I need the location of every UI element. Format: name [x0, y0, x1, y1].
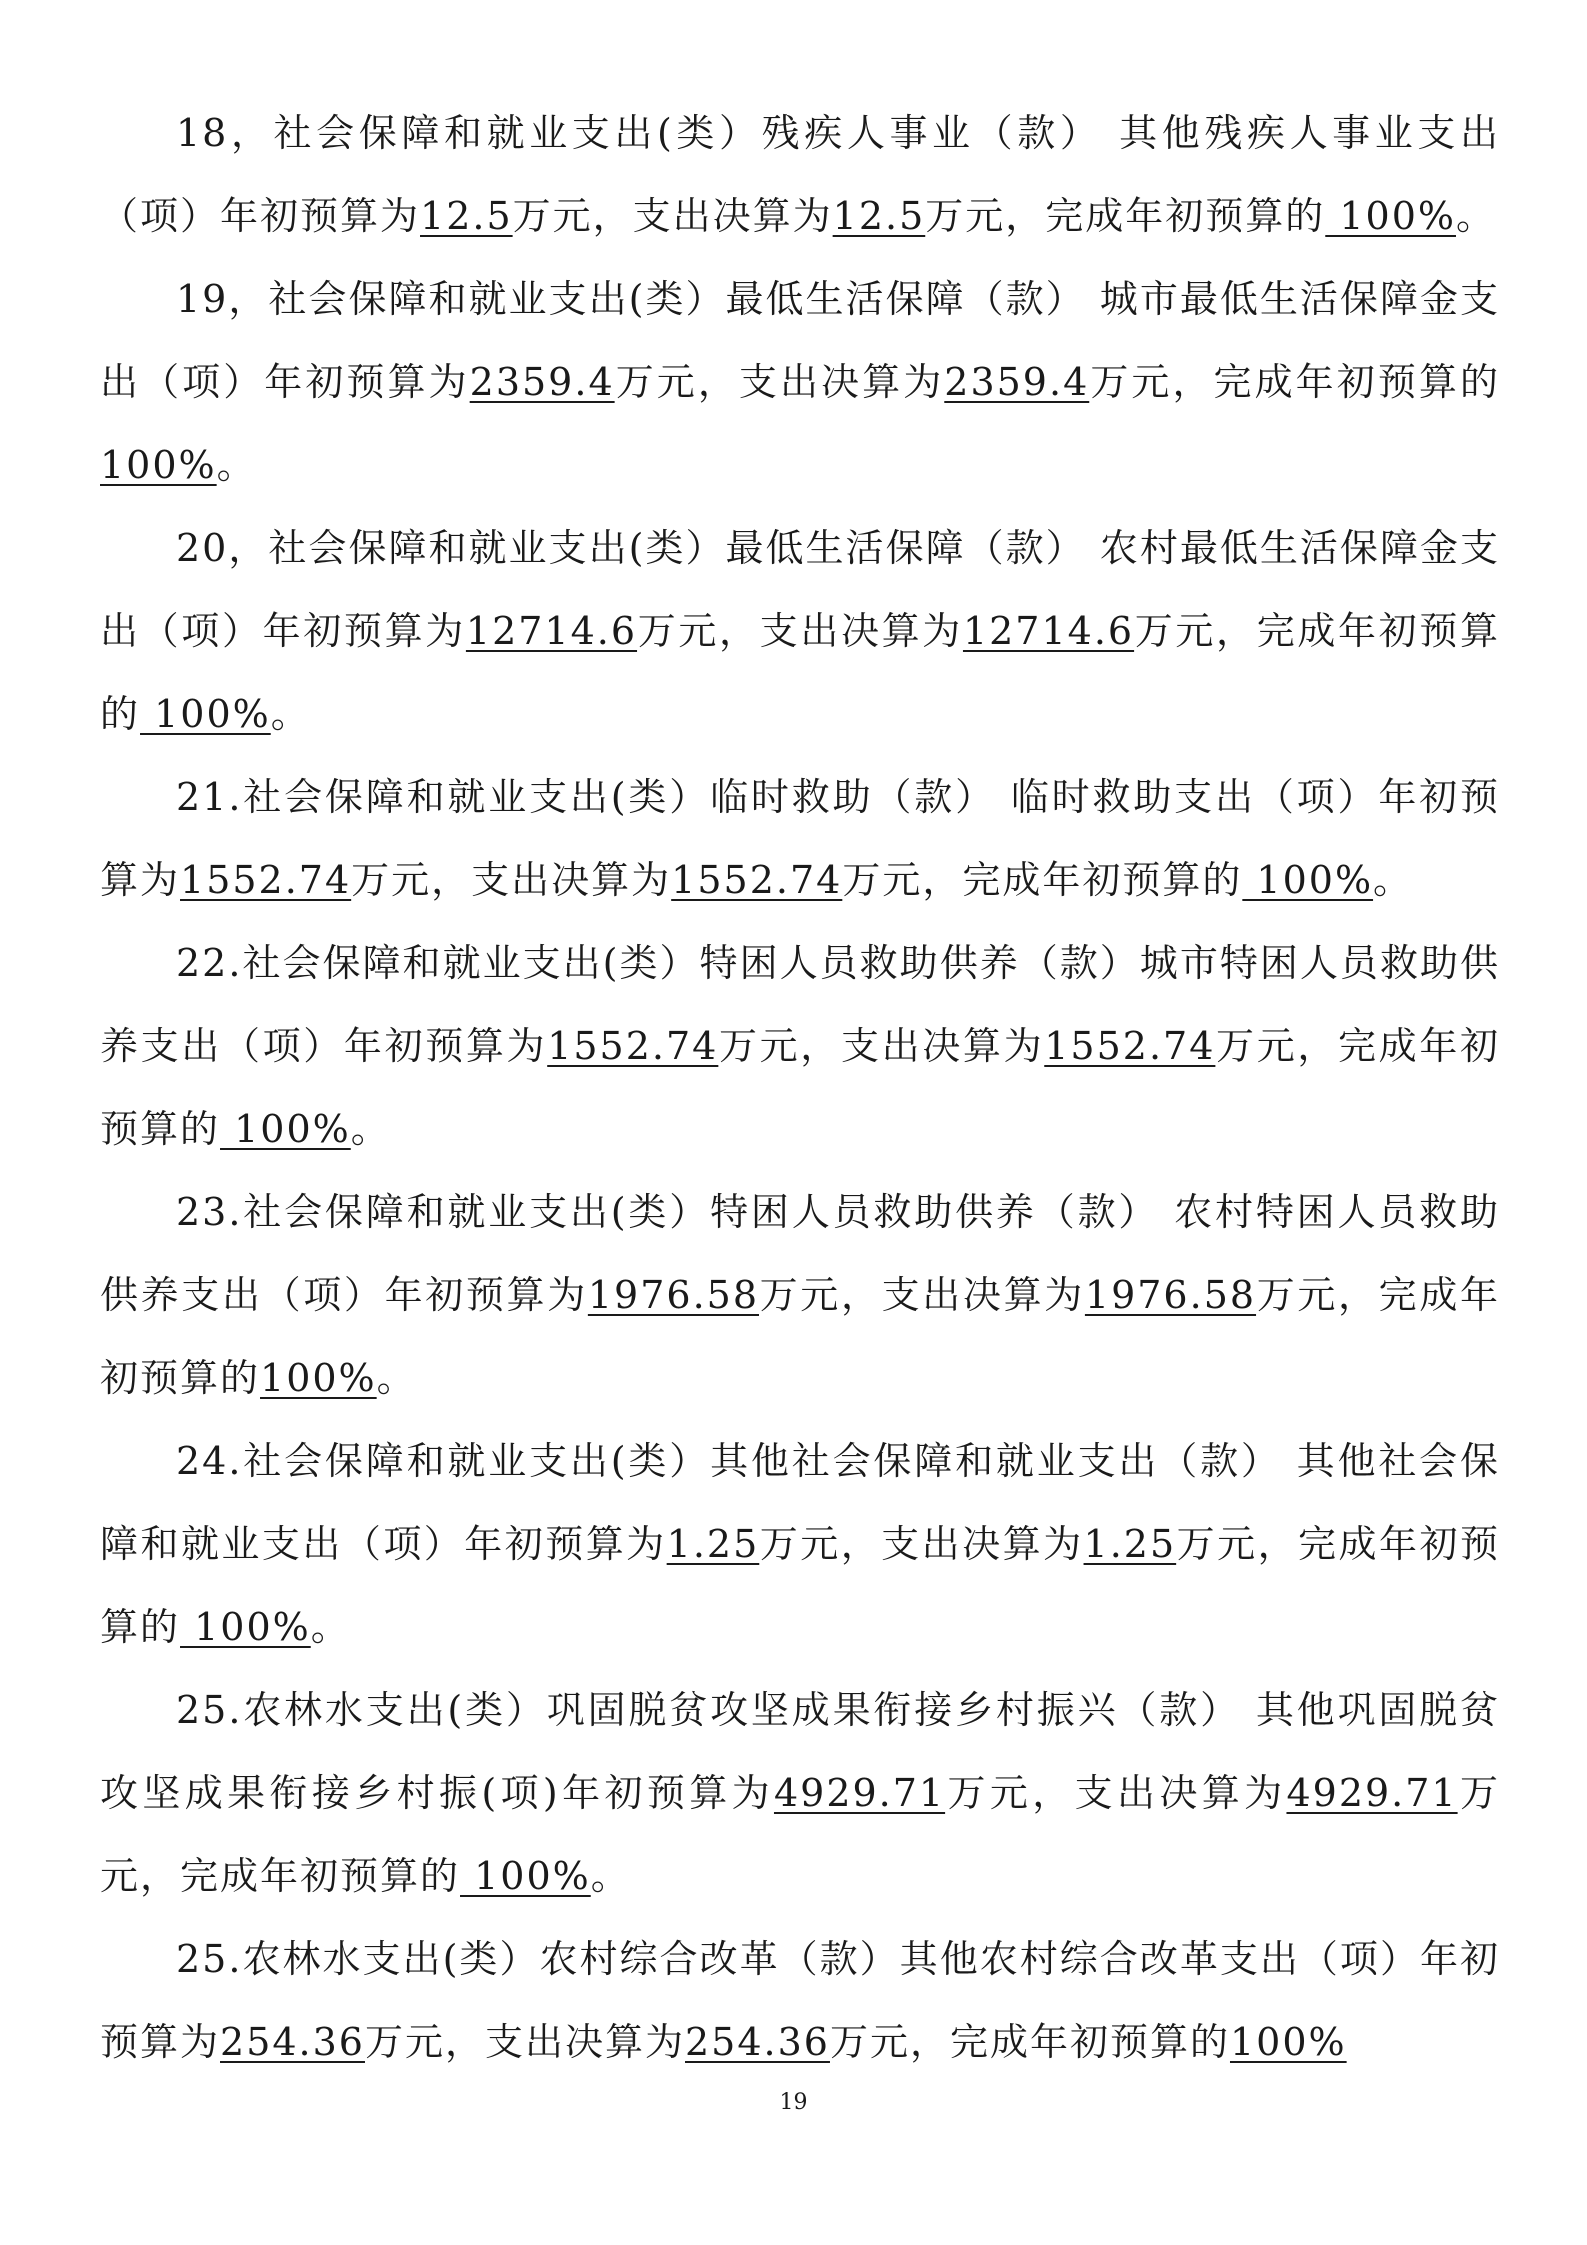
paragraph-text: 万元，支出决算为 — [945, 1771, 1287, 1815]
underlined-amount: 12.5 — [420, 194, 513, 238]
paragraph-text: 。 — [350, 1107, 391, 1151]
paragraph-text: 20，社会保障和就业支出(类）最低生活保障（款） 农村最低生活保障金支出（项）年初预算为 — [100, 526, 1500, 653]
page-number: 19 — [779, 2090, 808, 2115]
paragraph-text: 万元，支出决算为 — [364, 2020, 685, 2064]
document-body — [100, 92, 1500, 2084]
underlined-amount: 1552.74 — [547, 1024, 719, 1068]
paragraph-text: 18，社会保障和就业支出(类）残疾人事业（款） 其他残疾人事业支出（项）年初预算为 — [100, 111, 1500, 238]
paragraph-23 — [100, 1171, 1500, 1420]
underlined-amount: 100% — [1325, 194, 1456, 238]
underlined-amount: 100% — [460, 1854, 591, 1898]
paragraph-text: 万元，支出决算为 — [759, 1273, 1085, 1317]
paragraph-text: 。 — [270, 692, 311, 736]
paragraph-text: 万元，支出决算为 — [351, 858, 672, 902]
underlined-amount: 100% — [220, 1107, 351, 1151]
paragraph-text: 万元，完成年初预算的 — [829, 2020, 1230, 2064]
paragraph-text: 。 — [310, 1605, 351, 1649]
paragraph-text: 万元，支出决算为 — [614, 360, 945, 404]
underlined-amount: 1552.74 — [1044, 1024, 1216, 1068]
underlined-amount: 1552.74 — [671, 858, 843, 902]
underlined-amount: 100% — [180, 1605, 311, 1649]
underlined-amount: 100% — [1229, 2020, 1347, 2064]
paragraph-text: 万元，完成年初预算的 — [100, 1273, 1500, 1400]
paragraph-text: 万元，支出决算为 — [718, 1024, 1045, 1068]
underlined-amount: 12.5 — [832, 194, 926, 238]
underlined-amount: 1976.58 — [1084, 1273, 1257, 1317]
paragraph-24 — [100, 1420, 1500, 1669]
paragraph-text: 万元，完成年初预算的 — [100, 1771, 1500, 1898]
paragraph-text: 23.社会保障和就业支出(类）特困人员救助供养（款） 农村特困人员救助供养支出（项）年初预算为 — [100, 1190, 1500, 1317]
paragraph-text: 万元，支出决算为 — [512, 194, 833, 238]
paragraph-text: 万元，完成年初预算的 — [925, 194, 1326, 238]
paragraph-text: 万元，支出决算为 — [759, 1522, 1084, 1566]
paragraph-19 — [100, 258, 1500, 507]
paragraph-text: 万元，完成年初预算的 — [1089, 360, 1500, 404]
underlined-amount: 100% — [1242, 858, 1374, 902]
paragraph-text: 22.社会保障和就业支出(类）特困人员救助供养（款）城市特困人员救助供养支出（项）年初预算为 — [100, 941, 1500, 1068]
paragraph-text: 万元，完成年初预算的 — [100, 1024, 1500, 1151]
underlined-amount: 1.25 — [1083, 1522, 1177, 1566]
underlined-amount: 254.36 — [220, 2020, 365, 2064]
paragraph-text: 19，社会保障和就业支出(类）最低生活保障（款） 城市最低生活保障金支出（项）年初预算为 — [100, 277, 1500, 404]
paragraph-text: 万元，完成年初预算的 — [842, 858, 1243, 902]
underlined-amount: 2359.4 — [469, 360, 615, 404]
paragraph-25a — [100, 1669, 1500, 1918]
paragraph-25b — [100, 1918, 1500, 2084]
underlined-amount: 4929.71 — [773, 1771, 946, 1815]
paragraph-text: 。 — [376, 1356, 417, 1400]
paragraph-20 — [100, 507, 1500, 756]
paragraph-text: 。 — [1373, 858, 1414, 902]
paragraph-21 — [100, 756, 1500, 922]
underlined-amount: 100% — [100, 443, 217, 487]
paragraph-text: 万元，支出决算为 — [637, 609, 963, 653]
paragraph-18 — [100, 92, 1500, 258]
paragraph-text: 万元，完成年初预算的 — [100, 1522, 1500, 1649]
paragraph-text: 。 — [216, 443, 257, 487]
underlined-amount: 1552.74 — [180, 858, 352, 902]
paragraph-text: 。 — [590, 1854, 631, 1898]
underlined-amount: 12714.6 — [465, 609, 638, 653]
paragraph-text: 。 — [1455, 194, 1496, 238]
underlined-amount: 1976.58 — [587, 1273, 759, 1317]
paragraph-text: 万元，完成年初预算的 — [100, 609, 1500, 736]
underlined-amount: 100% — [260, 1356, 377, 1400]
underlined-amount: 4929.71 — [1286, 1771, 1458, 1815]
paragraph-text: 21.社会保障和就业支出(类）临时救助（款） 临时救助支出（项）年初预算为 — [100, 775, 1500, 902]
paragraph-22 — [100, 922, 1500, 1171]
paragraph-text: 25.农林水支出(类）巩固脱贫攻坚成果衔接乡村振兴（款） 其他巩固脱贫攻坚成果衔接乡村振(项)年初预算为 — [100, 1688, 1500, 1815]
underlined-amount: 12714.6 — [962, 609, 1135, 653]
paragraph-text: 25.农林水支出(类）农村综合改革（款）其他农村综合改革支出（项）年初预算为 — [100, 1937, 1500, 2064]
underlined-amount: 254.36 — [685, 2020, 830, 2064]
underlined-amount: 100% — [140, 692, 271, 736]
paragraph-text: 24.社会保障和就业支出(类）其他社会保障和就业支出（款） 其他社会保障和就业支出（项）年初预算为 — [100, 1439, 1500, 1566]
underlined-amount: 1.25 — [666, 1522, 760, 1566]
underlined-amount: 2359.4 — [944, 360, 1090, 404]
